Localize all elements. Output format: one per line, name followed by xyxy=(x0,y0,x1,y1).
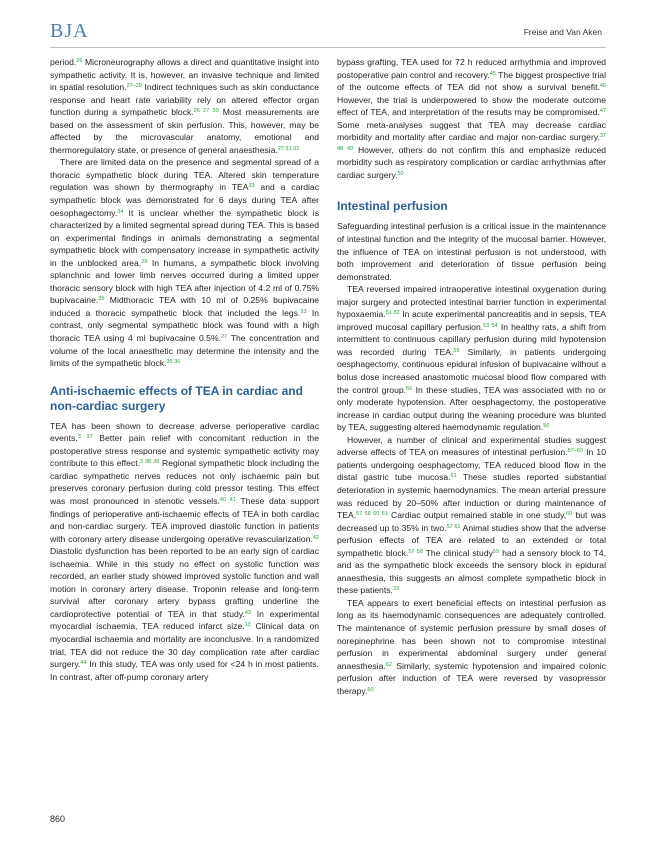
citation-ref[interactable]: 42 xyxy=(312,534,319,541)
text-run: Similarly, in patients undergoing oesphagectomy, continuous epidural infusion of bupivacaine without a bolus dose increased anastomotic mucosal blood flow compared with the control group. xyxy=(337,346,606,395)
citation-ref[interactable]: 37 48 49 xyxy=(337,133,606,152)
citation-ref[interactable]: 43 xyxy=(244,609,251,616)
text-run: Diastolic dysfunction has been reported to be an early sign of cardiac ischaemia. While in this study no effect on systolic function was recorded, an earlier study showed improved systolic function and wall motion in coronary artery disease. Troponin release and long-term survival after coronary artery bypass grafting underline the cardioprotective potential of TEA in that study. xyxy=(50,546,319,619)
citation-ref[interactable]: 13 xyxy=(244,622,251,629)
paragraph xyxy=(50,156,319,369)
page-number: 860 xyxy=(50,814,66,824)
text-run: Similarly, systemic hypotension and impaired colonic perfusion after induction of TEA were reversed by vasopressor therapy. xyxy=(337,660,606,696)
citation-ref[interactable]: 56 xyxy=(406,385,413,392)
text-run: There are limited data on the presence and segmental spread of a thoracic sympathetic block during TEA. Altered skin temperature regulation was shown by thermography in TEA xyxy=(50,157,319,193)
text-run: Microneurography allows a direct and quantitative insight into sympathetic activity. It is, however, an invasive technique and limited in spatial resolution. xyxy=(50,57,319,93)
citation-ref[interactable]: 26 xyxy=(76,58,83,64)
text-run: Clinical data on myocardial ischaemia and mortality are inconclusive. In a randomized trial, TEA did not reduce the 30 day complication rate after cardiac surgery. xyxy=(50,621,319,670)
citation-ref[interactable]: 55 xyxy=(453,347,460,354)
citation-ref[interactable]: 57–60 xyxy=(567,448,583,455)
paragraph xyxy=(337,220,606,283)
text-run: Cardiac output remained stable in one study, xyxy=(387,510,567,521)
paragraph xyxy=(50,56,319,156)
text-run: The biggest prospective trial of the outcome effects of TEA did not show a survival benefit. xyxy=(337,69,606,93)
paragraph xyxy=(337,283,606,434)
citation-ref[interactable]: 27 31 32 xyxy=(277,145,300,152)
citation-ref[interactable]: 40 41 xyxy=(219,496,236,503)
text-run: Animal studies show that the adverse perfusion effects of TEA are related to an extended or total sympathetic block. xyxy=(337,522,607,558)
text-run: In 10 patients undergoing oesphagectomy, TEA reduced blood flow in the distal gastric tube mucosa. xyxy=(337,447,606,483)
paragraph xyxy=(337,597,606,697)
text-run: TEA has been shown to decrease adverse perioperative cardiac events. xyxy=(50,420,319,444)
citation-ref[interactable]: 60 xyxy=(367,686,374,693)
citation-ref[interactable]: 45 xyxy=(489,70,496,77)
citation-ref[interactable]: 47 xyxy=(599,108,606,115)
citation-ref[interactable]: 59 xyxy=(492,548,500,555)
text-run: bypass grafting, TEA used for 72 h reduced arrhythmia and improved postoperative pain control and recovery. xyxy=(337,57,606,80)
header-rule xyxy=(50,47,606,48)
text-run: Midthoracic TEA with 10 ml of 0.25% bupivacaine induced a thoracic sympathetic block that included the legs. xyxy=(50,295,319,318)
text-run: Indirect techniques such as skin conductance response and heart rate variability rely on altered effector organ function during a sympathetic block. xyxy=(50,82,319,118)
citation-ref[interactable]: 33 xyxy=(300,308,307,315)
text-run: TEA appears to exert beneficial effects on intestinal perfusion as long as its haemodynamic consequences are adequately controlled. The maintenance of systemic perfusion pressure by small doses of norepinephrine has been shown not to compromise intestinal perfusion in experimental abdominal surgery under general anaesthesia. xyxy=(337,597,606,671)
section-heading: Intestinal perfusion xyxy=(337,199,448,214)
citation-ref[interactable]: 29 xyxy=(141,258,148,265)
citation-ref[interactable]: 27–29 xyxy=(126,83,142,90)
citation-ref[interactable]: 26 27 30 xyxy=(193,108,219,115)
text-run: These studies reported substantial deterioration in systemic haemodynamics. The mean arterial pressure was reduced by 20–50% after induction or during maintenance of TEA. xyxy=(337,472,606,521)
text-run: period. xyxy=(50,57,77,67)
left-column xyxy=(50,56,319,683)
citation-ref[interactable]: 57 58 60 61 xyxy=(356,511,388,518)
text-run: The clinical study xyxy=(422,547,493,558)
citation-ref[interactable]: 35 36 xyxy=(166,359,181,366)
text-run: It is unclear whether the sympathetic block is characterized by a limited segmental spread during TEA. This is based on experimental findings in animals demonstrating a segmental sympathetic block with compensatory increase in sympathetic activity in the unblocked area. xyxy=(50,207,319,268)
citation-ref[interactable]: 61 xyxy=(450,473,457,480)
citation-ref[interactable]: 34 xyxy=(117,208,124,215)
text-run: The concentration and volume of the local anaesthetic may determine the intensity and the limits of the sympathetic block. xyxy=(50,333,319,369)
text-run: However, the trial is underpowered to show the moderate outcome effect of TEA, and interpretation of the results may be compromised. xyxy=(337,94,606,118)
text-run: In this study, TEA was only used for <24 h in most patients. In contrast, after off-pump coronary artery xyxy=(50,659,319,682)
text-run: but was decreased up to 35% in two. xyxy=(337,510,606,533)
text-run: In humans, a sympathetic block involving splanchnic and lower limb nerves occurred during a limited upper thoracic sensory block with high TEA after injection of 4.2 ml of 0.75% bupivacaine. xyxy=(50,257,319,306)
text-run: TEA reversed impaired intraoperative intestinal oxygenation during major surgery and protected intestinal barrier function in experimental hypoxaemia. xyxy=(337,284,606,320)
text-run: In these studies, TEA was associated with no or only moderate hypotension. After oesphagectomy, the postoperative increase in cardiac output during the weaning procedure was blunted by TEA, suggesting altered haemodynamic regulation. xyxy=(337,384,606,433)
citation-ref[interactable]: 46 xyxy=(599,83,606,90)
paragraph xyxy=(337,56,606,181)
citation-ref[interactable]: 57 61 xyxy=(446,523,461,530)
text-run: In experimental myocardial ischaemia, TEA reduced infarct size. xyxy=(50,608,319,632)
text-run: Safeguarding intestinal perfusion is a critical issue in the maintenance of intestinal function and the integrity of the mucosal barrier. However, the influence of TEA on intestinal perfusion is not understood, with both improvement and deterioration of tissue perfusion being demonstrated. xyxy=(337,221,606,282)
citation-ref[interactable]: 53 54 xyxy=(483,322,498,329)
citation-ref[interactable]: 50 xyxy=(397,170,404,177)
text-run: Most measurements are based on the assessment of skin perfusion. This, however, may be affected by the microvascular anatomy, emotional and thermoregulatory state, or presence of general anaesthesia. xyxy=(50,107,320,155)
text-run: and a cardiac sympathetic block was demonstrated for 6 days during TEA after oesophagectomy. xyxy=(50,182,319,218)
citation-ref[interactable]: 51 52 xyxy=(385,310,400,317)
citation-ref[interactable]: 33 xyxy=(392,586,400,593)
text-run: In acute experimental pancreatitis and in sepsis, TEA improved mucosal capillary perfusion. xyxy=(337,309,606,332)
journal-logo: BJA xyxy=(50,20,89,42)
text-run: Some meta-analyses suggest that TEA may decrease cardiac morbidity and mortality after cardiac and major non-cardiac surgery. xyxy=(337,119,606,143)
text-run: Regional sympathetic block including the cardiac sympathetic nerves reduces not only ischaemic pain but preserves coronary perfusion during cold pressor testing. This effect was most pronounced in stenotic vessels. xyxy=(50,458,319,506)
paragraph xyxy=(50,420,319,683)
text-run: These data support findings of perioperative anti-ischaemic effects of TEA in both cardiac and non-cardiac surgery. TEA improved diastolic function in patients with coronary artery disease undergoing operative revascularization. xyxy=(50,495,319,544)
text-run: had a sensory block to T4, and as the sympathetic block exceeds the sensory block in epidural anaesthesia, this suggests an almost complete sympathetic block in these patients. xyxy=(337,547,606,596)
citation-ref[interactable]: 56 xyxy=(543,423,550,430)
text-run: In healthy rats, a shift from intermittent to continuous capillary perfusion during mild hypotension was recorded during TEA. xyxy=(337,321,606,357)
text-run: In contrast, only segmental sympathetic block was found with a high thoracic TEA using 4 ml bupivacaine 0.5%. xyxy=(50,307,319,344)
text-run: However, others do not confirm this and emphasize reduced morbidity such as respiratory complication or cardiac arrhythmias after cardiac surgery. xyxy=(337,144,607,180)
citation-ref[interactable]: 44 xyxy=(80,660,87,667)
right-column xyxy=(337,56,606,697)
citation-ref[interactable]: 35 xyxy=(98,296,105,303)
citation-ref[interactable]: 60 xyxy=(566,511,573,518)
text-run: However, a number of clinical and experimental studies suggest adverse effects of TEA on measures of intestinal perfusion. xyxy=(337,434,606,458)
citation-ref[interactable]: 3 37 xyxy=(77,434,93,441)
citation-ref[interactable]: 27 xyxy=(220,334,228,341)
citation-ref[interactable]: 33 xyxy=(248,183,255,190)
paragraph xyxy=(337,434,606,597)
citation-ref[interactable]: 62 xyxy=(385,661,392,668)
running-header-authors: Freise and Van Aken xyxy=(523,27,602,37)
section-heading: Anti-ischaemic effects of TEA in cardiac and non-cardiac surgery xyxy=(50,383,303,413)
text-run: Better pain relief with concomitant reduction in the postoperative stress response and systemic sympathetic activity may contribute to this effect. xyxy=(50,433,319,469)
citation-ref[interactable]: 57 58 xyxy=(408,548,423,555)
citation-ref[interactable]: 3 38 39 xyxy=(139,459,160,466)
